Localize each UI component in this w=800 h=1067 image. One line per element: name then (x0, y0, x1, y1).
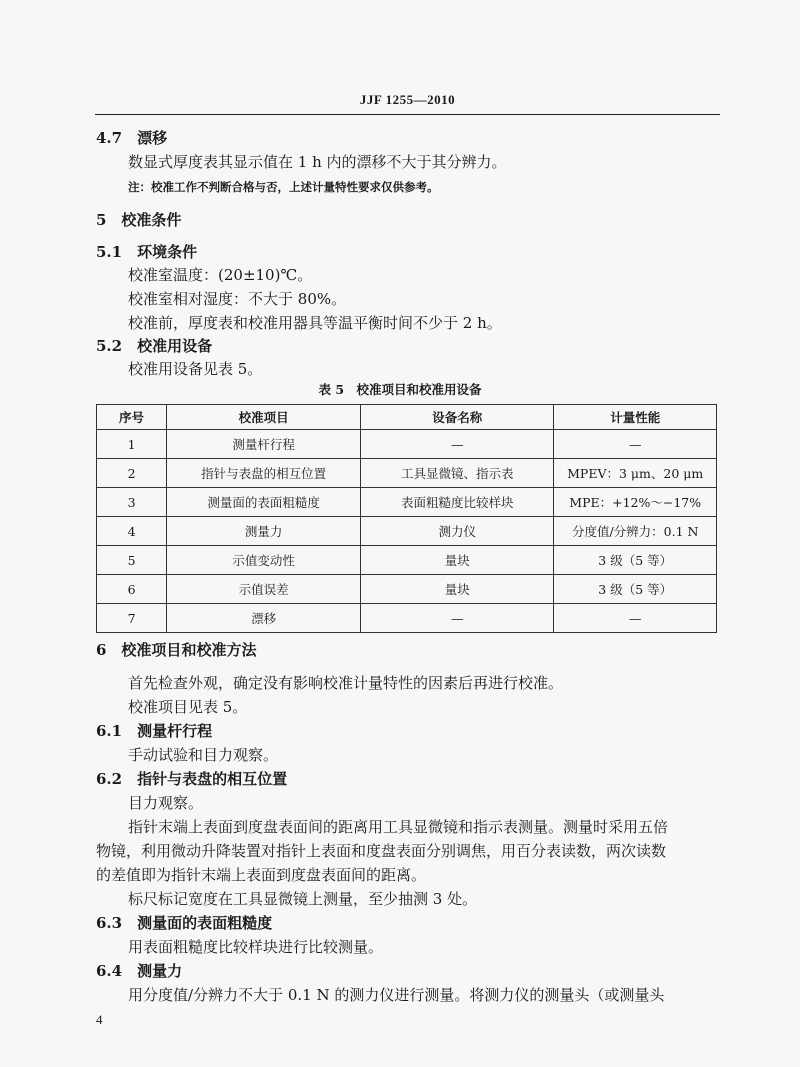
cell-no: 5 (97, 546, 167, 575)
cell-equipment: — (361, 430, 554, 459)
cell-item: 测量杆行程 (167, 430, 361, 459)
section-6-2-body3: 标尺标记宽度在工具显微镜上测量，至少抽测 3 处。 (128, 890, 478, 908)
section-5-1-line2: 校准室相对湿度：不大于 80%。 (128, 290, 347, 308)
cell-item: 测量力 (167, 517, 361, 546)
calibration-table (96, 404, 717, 633)
section-6-intro-line2: 校准项目见表 5。 (128, 698, 248, 716)
cell-no: 2 (97, 459, 167, 488)
table-row (97, 488, 717, 517)
section-6-4-body: 用分度值/分辨力不大于 0.1 N 的测力仪进行测量。将测力仪的测量头（或测量头 (128, 986, 665, 1004)
table-row (97, 604, 717, 633)
cell-no: 4 (97, 517, 167, 546)
cell-equipment: 测力仪 (361, 517, 554, 546)
section-5-2-heading: 5.2 校准用设备 (96, 337, 213, 355)
section-6-2-body2-line3: 的差值即为指针末端上表面到度盘表面间的距离。 (96, 866, 427, 884)
section-5-1-line1: 校准室温度：(20±10)℃。 (128, 266, 313, 284)
cell-item: 示值变动性 (167, 546, 361, 575)
section-6-heading: 6 校准项目和校准方法 (96, 641, 257, 659)
cell-item: 示值误差 (167, 575, 361, 604)
note-text: 注：校准工作不判断合格与否，上述计量特性要求仅供参考。 (128, 180, 439, 194)
cell-performance: MPE：+12%～−17% (554, 488, 717, 517)
cell-item: 指针与表盘的相互位置 (167, 459, 361, 488)
cell-performance: 3 级（5 等） (554, 546, 717, 575)
cell-item: 测量面的表面粗糙度 (167, 488, 361, 517)
section-6-1-body: 手动试验和目力观察。 (128, 746, 279, 764)
table-row (97, 546, 717, 575)
section-6-3-heading: 6.3 测量面的表面粗糙度 (96, 914, 273, 932)
col-header-item: 校准项目 (167, 405, 361, 430)
document-id-header: JJF 1255—2010 (359, 92, 456, 107)
table-row (97, 575, 717, 604)
cell-performance: MPEV：3 μm、20 μm (554, 459, 717, 488)
page-number: 4 (96, 1012, 103, 1027)
section-6-1-heading: 6.1 测量杆行程 (96, 722, 213, 740)
cell-no: 7 (97, 604, 167, 633)
cell-equipment: 量块 (361, 575, 554, 604)
table-row (97, 459, 717, 488)
section-5-2-line1: 校准用设备见表 5。 (128, 360, 263, 378)
section-6-4-heading: 6.4 测量力 (96, 962, 183, 980)
table-5-caption: 表 5 校准项目和校准用设备 (318, 382, 482, 397)
col-header-no: 序号 (97, 405, 167, 430)
section-6-3-body: 用表面粗糙度比较样块进行比较测量。 (128, 938, 384, 956)
section-4-7-body: 数显式厚度表其显示值在 1 h 内的漂移不大于其分辨力。 (128, 153, 507, 171)
col-header-equipment: 设备名称 (361, 405, 554, 430)
section-6-intro-line1: 首先检查外观，确定没有影响校准计量特性的因素后再进行校准。 (128, 674, 564, 692)
section-4-7-heading: 4.7 漂移 (96, 129, 168, 147)
section-6-2-body2-line1: 指针末端上表面到度盘表面间的距离用工具显微镜和指示表测量。测量时采用五倍 (128, 818, 669, 836)
section-6-2-heading: 6.2 指针与表盘的相互位置 (96, 770, 288, 788)
cell-no: 1 (97, 430, 167, 459)
cell-equipment: 表面粗糙度比较样块 (361, 488, 554, 517)
cell-no: 3 (97, 488, 167, 517)
section-6-2-body1: 目力观察。 (128, 794, 204, 812)
cell-equipment: 工具显微镜、指示表 (361, 459, 554, 488)
table-row (97, 430, 717, 459)
cell-performance: — (554, 604, 717, 633)
section-5-1-heading: 5.1 环境条件 (96, 243, 198, 261)
section-6-2-body2-line2: 物镜，利用微动升降装置对指针上表面和度盘表面分别调焦，用百分表读数，两次读数 (96, 842, 667, 860)
table-header-row (97, 405, 717, 430)
cell-performance: 3 级（5 等） (554, 575, 717, 604)
cell-no: 6 (97, 575, 167, 604)
header-rule (95, 114, 720, 115)
table-row (97, 517, 717, 546)
cell-equipment: 量块 (361, 546, 554, 575)
cell-performance: 分度值/分辨力：0.1 N (554, 517, 717, 546)
section-5-heading: 5 校准条件 (96, 211, 182, 229)
cell-equipment: — (361, 604, 554, 633)
cell-item: 漂移 (167, 604, 361, 633)
section-5-1-line3: 校准前，厚度表和校准用器具等温平衡时间不少于 2 h。 (128, 314, 502, 332)
cell-performance: — (554, 430, 717, 459)
col-header-performance: 计量性能 (554, 405, 717, 430)
